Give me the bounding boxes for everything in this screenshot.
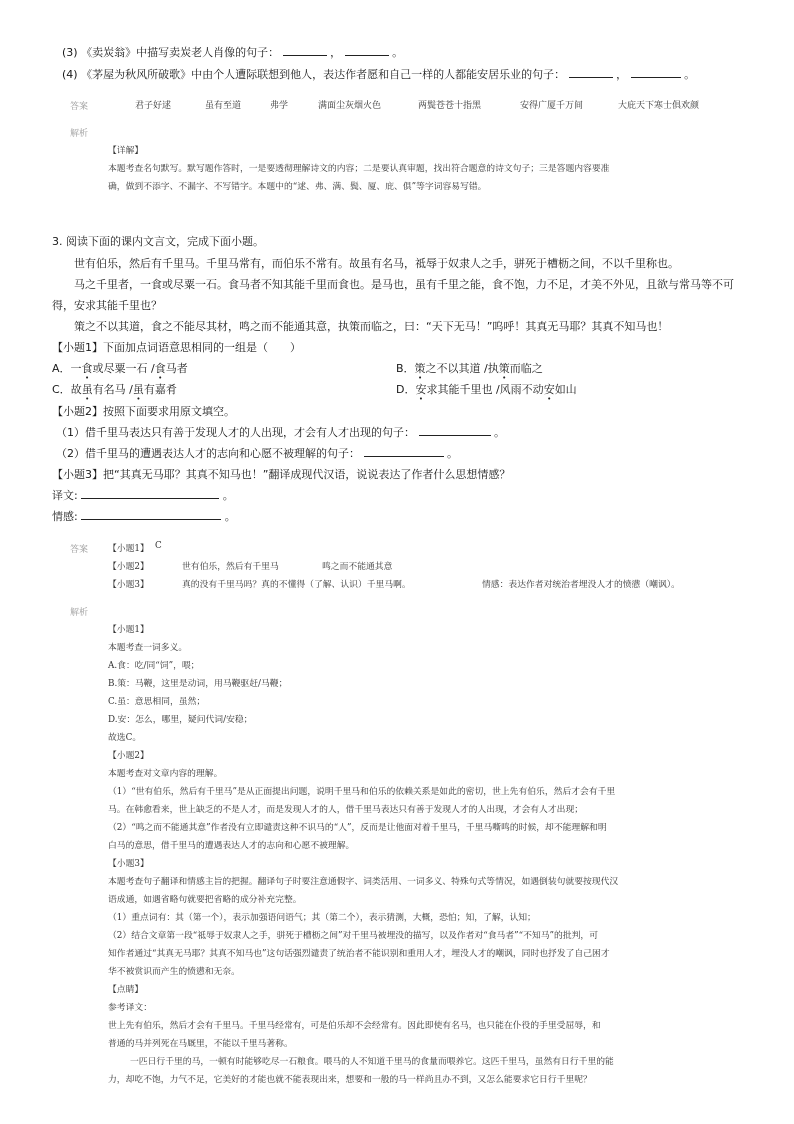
sub-question-1-stem: 【小题1】下面加点词语意思相同的一组是（ ） [52, 341, 301, 354]
analysis-line: （2）“鸣之而不能通其意”作者没有立即谴责这种不识马的“人”，反而是让他面对着千里马，千里马嘶鸣的时候，却不能理解和明 [108, 823, 607, 833]
answer-blank[interactable] [631, 66, 681, 78]
answer-tag: 【小题1】 [108, 544, 149, 554]
emotion-line: 情感: 。 [52, 510, 236, 523]
answer-item: 虽有至道 [205, 101, 242, 111]
question-text: 《茅屋为秋风所破歌》中由个人遭际联想到他人，表达作者愿和自己一样的人都能安居乐业的句子： [81, 68, 566, 81]
answer-text: 真的没有千里马吗？真的不懂得（了解、认识）千里马啊。 [182, 580, 411, 590]
answer-blank[interactable] [569, 66, 613, 78]
question-heading: 3. 阅读下面的课内文言文，完成下面小题。 [52, 235, 264, 248]
analysis-label: 解析 [70, 129, 89, 139]
answer-item: 两鬓苍苍十指黑 [418, 101, 482, 111]
analysis-line: （1）重点词有：其（第一个），表示加强语问语气；其（第二个），表示猜测，大概，恐怕；知，了解，认知； [108, 913, 536, 923]
answer-text: C [155, 541, 162, 551]
analysis-line: 【点睛】 [108, 985, 144, 995]
option-b[interactable]: B．策之不以其道 /执策而临之 [396, 362, 543, 375]
analysis-line: 普通的马并列死在马厩里，不能以千里马著称。 [108, 1039, 293, 1049]
analysis-line: 【小题3】 [108, 859, 149, 869]
question-number: (3) [62, 46, 78, 59]
answer-blank[interactable] [283, 44, 327, 56]
analysis-line: 【小题1】 [108, 625, 149, 635]
answer-text: 鸣之而不能通其意 [322, 562, 393, 572]
dotted-word: 安 [415, 383, 427, 396]
answer-item: 满面尘灰烟火色 [318, 101, 382, 111]
detail-tag: 【详解】 [108, 146, 144, 156]
translation-blank[interactable] [81, 487, 219, 499]
answer-row [0, 98, 794, 112]
answer-text: 情感：表达作者对统治者埋没人才的愤懑（嘲讽）。 [482, 580, 680, 590]
answer-tag: 【小题2】 [108, 562, 149, 572]
passage-paragraph: 策之不以其道，食之不能尽其材，鸣之而不能通其意，执策而临之，曰：“天下无马！”呜呼！其真无马耶？其真不知马也！ [74, 320, 669, 333]
question-3-line: (3) 《卖炭翁》中描写卖炭老人肖像的句子： ， 。 [62, 46, 404, 59]
analysis-label: 解析 [70, 608, 89, 618]
analysis-line: 一匹日行千里的马，一顿有时能够吃尽一石粮食。喂马的人不知道千里马的食量而喂养它。这匹千里马，虽然有日行千里的能 [130, 1057, 614, 1067]
answer-blank[interactable] [419, 424, 491, 436]
option-a[interactable]: A．一食或尽粟一石 /食马者 [52, 362, 188, 375]
dotted-word: 虽 [132, 383, 144, 396]
analysis-line: 【小题2】 [108, 751, 149, 761]
question-number: (4) [62, 68, 78, 81]
question-4-line: (4) 《茅屋为秋风所破歌》中由个人遭际联想到他人，表达作者愿和自己一样的人都能安居乐业的句子： ， 。 [62, 68, 696, 81]
analysis-line: C.虽：意思相同，虽然； [108, 697, 206, 707]
answer-tag: 【小题3】 [108, 580, 149, 590]
answer-label: 答案 [70, 545, 89, 555]
analysis-line: 白马的意思，借千里马的遭遇表达人才的志向和心愿不被理解。 [108, 841, 355, 851]
answer-item: 弗学 [270, 101, 289, 111]
passage-paragraph: 得，安求其能千里也？ [52, 299, 162, 312]
question-text: 《卖炭翁》中描写卖炭老人肖像的句子： [81, 46, 280, 59]
sub-question-2-stem: 【小题2】按照下面要求用原文填空。 [52, 405, 235, 418]
analysis-line: D.安：怎么，哪里，疑问代词/安稳； [108, 715, 253, 725]
analysis-line: （2）结合文章第一段“祗辱于奴隶人之手，骈死于槽枥之间”对千里马被埋没的描写，以及作者对“食马者”“不知马”的批判，可 [108, 931, 599, 941]
analysis-line: 语成通，如遇省略句就要把省略的成分补充完整。 [108, 895, 302, 905]
answer-item: 君子好逑 [135, 101, 172, 111]
sub-question-3-stem: 【小题3】把“其真无马耶？其真不知马也！”翻译成现代汉语，说说表达了作者什么思想情感？ [52, 468, 511, 481]
option-d[interactable]: D．安求其能千里也 /风雨不动安如山 [396, 383, 577, 396]
option-c[interactable]: C．故虽有名马 /虽有嘉肴 [52, 383, 177, 396]
passage-paragraph: 马之千里者，一食或尽粟一石。食马者不知其能千里而食也。是马也，虽有千里之能，食不饱，力不足，才美不外见，且欲与常马等不可 [74, 278, 734, 291]
dotted-word: 策 [414, 362, 426, 375]
fill-item-1: （1）借千里马表达只有善于发现人才的人出现，才会有人才出现的句子： 。 [56, 426, 505, 439]
answer-item: 大庇天下寒士俱欢颜 [618, 101, 700, 111]
dotted-word: 虽 [81, 383, 93, 396]
answer-text: 世有伯乐，然后有千里马 [182, 562, 279, 572]
analysis-line: B.策：马鞭，这里是动词，用马鞭驱赶/马鞭； [108, 679, 288, 689]
analysis-line: （1）“世有伯乐，然后有千里马”是从正面提出问题，说明千里马和伯乐的依赖关系是如此的密切，世上先有伯乐，然后才会有千里 [108, 787, 616, 797]
translation-line: 译文: 。 [52, 489, 234, 502]
answer-blank[interactable] [345, 44, 389, 56]
answer-label: 答案 [70, 102, 89, 112]
analysis-line: 参考译文： [108, 1003, 152, 1013]
analysis-line: 故选C。 [108, 733, 142, 743]
analysis-line: 马。在韩愈看来，世上缺乏的不是人才，而是发现人才的人，借千里马表达只有善于发现人才的人出现，才会有人才出现； [108, 805, 584, 815]
detail-line: 本题考查名句默写。默写题作答时，一是要透彻理解诗文的内容；二是要认真审题，找出符合题意的诗文句子；三是答题内容要准 [108, 164, 610, 174]
answer-blank[interactable] [364, 445, 444, 457]
dotted-word: 食 [154, 362, 166, 375]
analysis-line: 知作者通过“其真无马耶？其真不知马也”这句话强烈谴责了统治者不能识别和重用人才，埋没人才的嘲讽，同时也抒发了自己困才 [108, 949, 610, 959]
fill-item-2: （2）借千里马的遭遇表达人才的志向和心愿不被理解的句子： 。 [56, 447, 458, 460]
detail-line: 确，做到不添字、不漏字、不写错字。本题中的“逑、弗、满、鬓、厦、庇、俱”等字词容易写错。 [108, 182, 487, 192]
passage-paragraph: 世有伯乐，然后有千里马。千里马常有，而伯乐不常有。故虽有名马，祗辱于奴隶人之手，骈死于槽枥之间，不以千里称也。 [74, 257, 679, 270]
analysis-line: A.食：吃/同“饲”，喂； [108, 661, 200, 671]
analysis-line: 力，却吃不饱，力气不足，它美好的才能也就不能表现出来，想要和一般的马一样尚且办不到，又怎么能要求它日行千里呢？ [108, 1075, 592, 1085]
answer-item: 安得广厦千万间 [520, 101, 584, 111]
analysis-line: 本题考查句子翻译和情感主旨的把握。翻译句子时要注意通假字、词类活用、一词多义、特殊句式等情况，如遇倒装句就要按现代汉 [108, 877, 619, 887]
emotion-blank[interactable] [81, 508, 221, 520]
analysis-line: 世上先有伯乐，然后才会有千里马。千里马经常有，可是伯乐却不会经常有。因此即使有名马，也只能在仆役的手里受屈辱，和 [108, 1021, 601, 1031]
dotted-word: 策 [498, 362, 510, 375]
dotted-word: 安 [543, 383, 555, 396]
analysis-line: 本题考查对文章内容的理解。 [108, 769, 223, 779]
analysis-line: 华不被赏识而产生的愤懑和无奈。 [108, 967, 240, 977]
dotted-word: 食 [81, 362, 93, 375]
analysis-line: 本题考查一词多义。 [108, 643, 188, 653]
